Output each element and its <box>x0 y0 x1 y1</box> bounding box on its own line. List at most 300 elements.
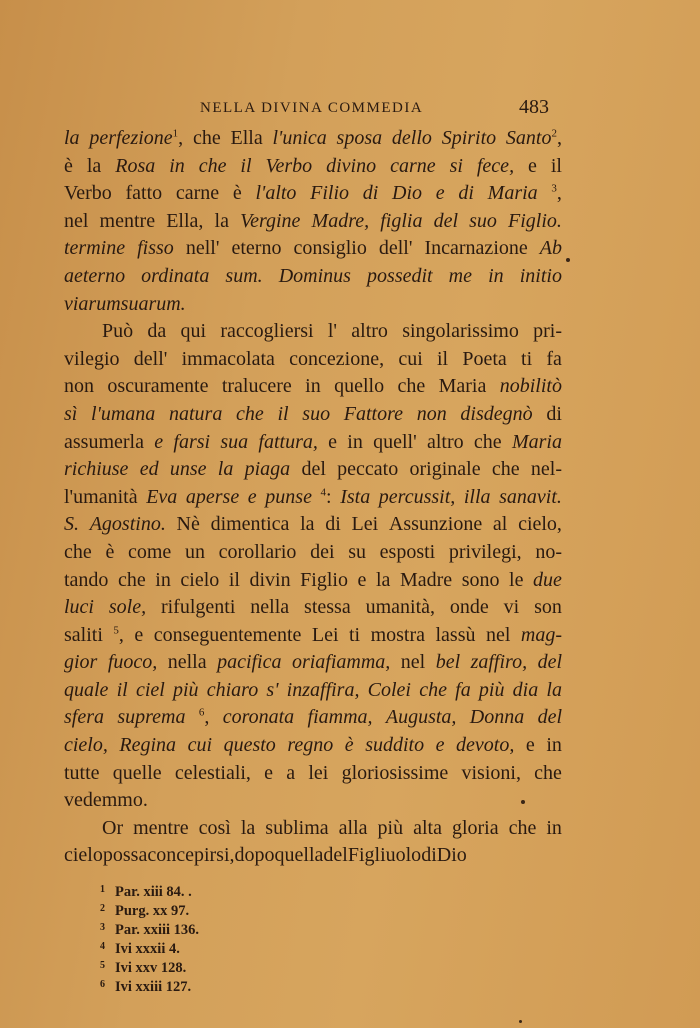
word <box>378 815 404 843</box>
text-run: quell' <box>373 430 417 453</box>
word <box>392 125 432 153</box>
text-run: nel- <box>530 458 562 481</box>
text-line <box>64 125 562 153</box>
footnote-mark: 2 <box>100 903 105 914</box>
word <box>437 346 448 374</box>
footnote-reference: 3 <box>551 182 557 195</box>
text-run: nel <box>400 651 426 674</box>
text-run: le <box>509 568 524 591</box>
text-run: no- <box>535 540 562 563</box>
text-line <box>64 787 562 815</box>
text-run: lei <box>308 761 329 784</box>
body-text <box>64 125 562 870</box>
word <box>136 677 165 705</box>
text-run: Nè <box>176 513 200 536</box>
italic-text: sfera <box>64 706 104 729</box>
word <box>424 235 527 263</box>
word <box>366 594 435 622</box>
text-run: e <box>134 623 144 646</box>
word <box>224 732 276 760</box>
italic-text: ed <box>139 458 159 481</box>
text-line <box>64 429 562 457</box>
italic-text: devoto, <box>456 734 515 757</box>
word <box>348 539 366 567</box>
text-run: la <box>300 513 315 536</box>
italic-text: più <box>173 678 199 701</box>
word <box>400 567 452 595</box>
word <box>207 677 258 705</box>
word <box>220 429 248 457</box>
word <box>147 842 234 870</box>
word <box>456 732 514 760</box>
word <box>64 346 120 374</box>
word <box>64 760 100 788</box>
footnote-mark: 5 <box>100 960 105 971</box>
footnote <box>100 937 199 956</box>
word <box>509 815 537 843</box>
word <box>546 346 562 374</box>
italic-text: l'alto <box>255 182 297 205</box>
word <box>186 484 239 512</box>
text-run: vedemmo. <box>64 789 148 812</box>
word <box>460 401 532 429</box>
word <box>508 208 562 236</box>
italic-text: Dominus <box>278 264 351 287</box>
footnote-mark: 3 <box>100 922 105 933</box>
word <box>546 401 562 429</box>
word <box>471 649 528 677</box>
italic-text: Vergine <box>240 209 301 232</box>
text-line <box>64 484 562 512</box>
word <box>410 456 481 484</box>
italic-text: in <box>488 264 504 287</box>
word <box>240 153 251 181</box>
text-run: celestiali, <box>174 761 251 784</box>
italic-text: Dio <box>392 182 423 205</box>
italic-text: e <box>435 182 445 205</box>
word <box>365 732 424 760</box>
word <box>371 622 425 650</box>
word <box>225 263 262 291</box>
text-run: onde <box>449 596 489 619</box>
italic-text: illa <box>463 485 491 508</box>
word <box>470 704 524 732</box>
word <box>312 622 339 650</box>
word <box>245 456 291 484</box>
word <box>328 318 337 346</box>
text-run: possa <box>102 844 148 867</box>
word <box>161 594 235 622</box>
text-run: la <box>86 154 102 177</box>
word <box>367 263 433 291</box>
text-run: alta <box>413 816 442 839</box>
word <box>380 539 436 567</box>
word <box>499 484 562 512</box>
text-run: in <box>305 375 321 398</box>
italic-text: dello <box>391 127 432 149</box>
italic-text: si <box>449 154 463 177</box>
text-run: dimentica <box>210 513 290 536</box>
word <box>176 180 219 208</box>
text-line <box>64 594 562 622</box>
word <box>308 704 373 732</box>
italic-text: il <box>277 402 289 425</box>
italic-text: nobilitò <box>499 375 562 398</box>
word <box>304 594 351 622</box>
italic-text: fattura, <box>258 430 318 453</box>
word <box>434 208 458 236</box>
italic-text: Regina <box>119 734 177 757</box>
text-run: visioni, <box>461 761 521 784</box>
text-line <box>64 401 562 429</box>
footnote <box>100 975 199 994</box>
italic-text: la <box>64 127 80 149</box>
text-run: da <box>147 320 167 343</box>
italic-text: Maria <box>511 430 562 453</box>
text-run: nell' <box>185 237 220 260</box>
word <box>229 567 240 595</box>
word <box>419 677 447 705</box>
italic-text: è <box>344 734 354 757</box>
text-line <box>64 153 562 181</box>
word <box>118 567 146 595</box>
footnote-reference: 1 <box>172 127 179 140</box>
text-run: nella <box>250 596 290 619</box>
italic-text: che <box>419 678 447 701</box>
text-run: è <box>232 182 242 205</box>
word <box>351 318 388 346</box>
text-run: nel <box>64 209 89 232</box>
word <box>105 539 114 567</box>
word <box>302 401 330 429</box>
word <box>301 456 325 484</box>
word <box>64 235 125 263</box>
italic-text: cielo, <box>64 734 108 757</box>
italic-text: ordinata <box>141 264 210 287</box>
footnote-text: Purg. xx 97. <box>115 903 190 919</box>
text-run: di <box>421 844 437 867</box>
italic-text: viarum <box>64 292 121 315</box>
text-run: cielo <box>180 568 220 591</box>
word <box>376 567 390 595</box>
word <box>449 263 472 291</box>
text-run: vilegio <box>64 347 120 370</box>
text-run: oscuramente <box>107 375 209 398</box>
italic-text: di <box>458 182 474 205</box>
word <box>272 125 326 153</box>
word <box>275 842 324 870</box>
italic-text: piaga <box>244 458 291 481</box>
word <box>540 235 562 263</box>
text-run: è <box>64 154 73 177</box>
word <box>287 732 333 760</box>
footnote-text: Ivi xxv 128. <box>115 960 187 976</box>
word <box>390 153 436 181</box>
word <box>289 346 384 374</box>
word <box>386 704 457 732</box>
footnote <box>100 880 199 899</box>
word <box>323 842 347 870</box>
italic-text: sanavit. <box>499 485 562 508</box>
italic-text: che <box>198 154 227 177</box>
word <box>506 125 562 153</box>
footnote-mark: 4 <box>100 941 105 952</box>
word <box>474 429 502 457</box>
word <box>521 622 562 650</box>
text-run: dell' <box>378 237 413 260</box>
word <box>312 208 370 236</box>
text-run: che <box>397 375 426 398</box>
word <box>439 373 487 401</box>
text-run: del <box>323 844 348 867</box>
ink-speck <box>521 800 525 804</box>
italic-text: fiamma, <box>307 706 373 729</box>
word <box>64 649 97 677</box>
word <box>325 511 341 539</box>
word <box>64 622 103 650</box>
word <box>248 484 257 512</box>
italic-text: S. <box>64 513 79 536</box>
italic-text: due <box>533 568 562 591</box>
word <box>240 208 300 236</box>
word <box>266 677 278 705</box>
italic-text: perfezione <box>89 127 173 149</box>
word <box>109 594 146 622</box>
word <box>103 842 147 870</box>
footnote-reference: 2 <box>551 127 557 140</box>
word <box>492 456 520 484</box>
text-run: che <box>508 816 537 839</box>
word <box>119 732 176 760</box>
word <box>155 567 171 595</box>
word <box>175 760 251 788</box>
italic-text: Augusta, <box>385 706 457 729</box>
word <box>125 180 162 208</box>
footnote <box>100 918 199 937</box>
text-run: è <box>105 540 115 563</box>
word <box>231 235 281 263</box>
text-run: che <box>491 458 520 481</box>
word <box>147 318 166 346</box>
text-run: che <box>473 430 502 453</box>
word <box>64 208 88 236</box>
text-line <box>64 346 562 374</box>
italic-text: e <box>154 430 164 453</box>
italic-text: e <box>435 734 445 757</box>
word <box>352 511 379 539</box>
word <box>413 815 442 843</box>
word <box>199 153 227 181</box>
italic-text: la <box>546 678 562 701</box>
text-run: quella <box>274 844 324 867</box>
word <box>526 732 535 760</box>
italic-text: possedit <box>367 264 433 287</box>
text-run: sublima <box>265 816 329 839</box>
text-line <box>64 567 562 595</box>
word <box>421 842 437 870</box>
footnote-text: Par. xxiii 136. <box>115 922 200 938</box>
italic-text: questo <box>223 734 276 757</box>
word <box>199 815 231 843</box>
word <box>64 291 121 319</box>
word <box>115 153 155 181</box>
word <box>455 677 471 705</box>
italic-text: fa <box>455 678 471 701</box>
word <box>181 318 207 346</box>
word <box>538 704 562 732</box>
word <box>427 429 464 457</box>
word <box>169 401 222 429</box>
italic-text: termine <box>64 237 126 260</box>
word <box>108 649 157 677</box>
italic-text: suo <box>302 402 331 425</box>
word <box>479 677 505 705</box>
word <box>368 677 411 705</box>
word <box>64 539 92 567</box>
word <box>64 484 138 512</box>
italic-text: punse <box>265 485 312 508</box>
italic-text: bel <box>435 651 461 674</box>
word <box>185 539 205 567</box>
text-run: e <box>528 154 537 177</box>
text-run: , <box>118 623 124 646</box>
text-run: : <box>326 485 332 508</box>
word <box>518 511 562 539</box>
italic-text: Donna <box>469 706 525 729</box>
italic-text: e <box>247 485 257 508</box>
text-run: altro <box>351 320 388 343</box>
word <box>462 567 500 595</box>
word <box>128 539 171 567</box>
text-run: in <box>546 816 562 839</box>
word <box>436 649 460 677</box>
italic-text: s' <box>266 678 279 701</box>
word <box>551 180 562 208</box>
text-run: Lei <box>311 623 339 646</box>
italic-text: in <box>169 154 185 177</box>
text-run: Figlio <box>300 568 348 591</box>
italic-text: quale <box>64 678 109 701</box>
text-run: di <box>546 402 562 425</box>
word <box>137 235 174 263</box>
word <box>102 318 133 346</box>
text-run: mentre <box>99 209 156 232</box>
word <box>255 180 296 208</box>
word <box>188 732 212 760</box>
text-run: e <box>357 568 367 591</box>
text-line <box>64 649 562 677</box>
word <box>265 815 328 843</box>
word <box>450 594 489 622</box>
text-run: privilegi, <box>448 540 522 563</box>
italic-text: mag- <box>520 623 562 646</box>
italic-text: coronata <box>222 706 295 729</box>
text-run: eterno <box>231 237 282 260</box>
word <box>546 815 562 843</box>
word <box>250 567 291 595</box>
word <box>337 125 383 153</box>
word <box>293 235 366 263</box>
italic-text: carne <box>390 154 436 177</box>
italic-text: pacifica <box>217 651 282 674</box>
text-line <box>64 180 562 208</box>
text-run: a <box>286 761 296 784</box>
word <box>64 732 108 760</box>
footnote-text: Ivi xxxii 4. <box>115 941 180 957</box>
word <box>134 346 168 374</box>
text-run: in <box>347 430 363 453</box>
text-run: un <box>184 540 205 563</box>
footnote-reference: 4 <box>320 486 327 499</box>
italic-text: divino <box>326 154 377 177</box>
text-line <box>64 291 562 319</box>
text-run: il <box>437 347 449 370</box>
text-run: umanità, <box>365 596 436 619</box>
page-number: 483 <box>519 96 549 118</box>
text-run: tralucere <box>221 375 292 398</box>
word <box>223 704 294 732</box>
italic-text: ciel <box>135 678 165 701</box>
text-run: immacolata <box>181 347 275 370</box>
word <box>141 263 209 291</box>
text-run: che <box>534 761 562 784</box>
text-line <box>64 456 562 484</box>
footnote-mark: 1 <box>100 884 105 895</box>
text-run: saliti <box>64 623 103 646</box>
text-run: Assunzione <box>388 513 483 536</box>
text-run: cielo <box>64 844 103 867</box>
text-run: di <box>325 513 341 536</box>
word <box>286 760 295 788</box>
text-run: Maria <box>438 375 487 398</box>
word <box>310 180 349 208</box>
footnote-reference: 5 <box>113 624 119 637</box>
italic-text: me <box>448 264 472 287</box>
word <box>180 567 219 595</box>
italic-text: zaffiro, <box>470 651 528 674</box>
text-run: la <box>240 816 256 839</box>
word <box>154 622 302 650</box>
italic-text: Spirito <box>441 127 497 149</box>
word <box>398 346 422 374</box>
word <box>219 539 297 567</box>
word <box>300 511 314 539</box>
word <box>133 815 189 843</box>
word <box>442 125 496 153</box>
text-run: mostra <box>370 623 426 646</box>
italic-text: Filio <box>310 182 350 205</box>
word <box>546 677 562 705</box>
text-run: che <box>192 127 221 149</box>
word <box>199 704 210 732</box>
word <box>342 760 449 788</box>
ink-speck <box>566 258 570 262</box>
word <box>235 842 275 870</box>
word <box>89 125 183 153</box>
text-run: concezione, <box>289 347 385 370</box>
italic-text: sum. <box>225 264 263 287</box>
word <box>279 263 351 291</box>
italic-text: non <box>416 402 447 425</box>
italic-text: suddito <box>365 734 425 757</box>
word <box>337 456 398 484</box>
text-run: carne <box>175 182 220 205</box>
word <box>389 511 482 539</box>
text-run: divin <box>249 568 291 591</box>
word <box>334 373 384 401</box>
word <box>90 511 166 539</box>
text-line <box>64 373 562 401</box>
